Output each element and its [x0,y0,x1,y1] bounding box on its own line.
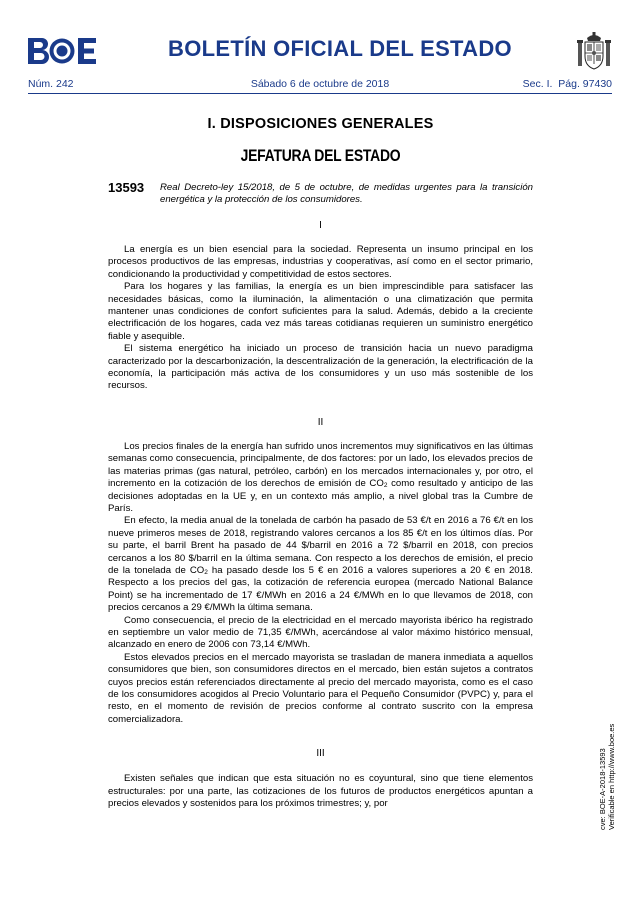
verification-link[interactable]: Verificable en http://www.boe.es [607,723,616,830]
boe-logo-icon [28,38,96,64]
paragraph: Como consecuencia, el precio de la electricidad en el mercado mayorista ibérico ha registrado en septiembre un valor medio de 71,35 €/MWh, acercándose al valor máximo histórico mensual, alcanzado en enero de 2006 con 73,14 €/MWh. [108,614,533,651]
issue-date: Sábado 6 de octubre de 2018 [250,78,390,90]
part-block [108,244,533,393]
section-title: I. DISPOSICIONES GENERALES [207,116,434,132]
part-block [108,441,533,726]
cve-margin-note [598,700,616,830]
disposition-reference [108,180,533,210]
section-label: Sec. I. [522,78,553,90]
paragraph-text: como resultado y anticipo de las decisiones adoptadas en la UE y, en un contexto más amplio, a nivel global tras la Cumbre de París. [108,478,534,514]
part-numeral: III [316,748,325,760]
paragraph: La energía es un bien esencial para la sociedad. Representa un insumo principal en los procesos productivos de las empresas, industrias y cooperativas, así como en el sector primario, condicionando la productividad y competitividad de estos sectores. [108,244,533,280]
page-number: Pág. 97430 [558,78,612,90]
issue-metadata [28,78,612,92]
paragraph-text: En efecto, la media anual de la tonelada de carbón ha pasado de 53 €/t en 2016 a 76 €/t en los nueve primeros meses de 2018, registrando valores cercanos a los 85 €/t en los últimos días. Por su parte, el barril Brent ha pasado de 44 $/barril en 2016 a 72 $/barril en 2018, con precios cercanos a los 80 $/barril en la última semana. Con respecto a los derechos de emisión, el precio de la tonelada de CO [108,515,533,576]
organization-title: JEFATURA DEL ESTADO [240,146,401,165]
coat-of-arms-icon [576,32,612,70]
header-divider [28,93,612,94]
section-page [523,78,612,90]
paragraph: El sistema energético ha iniciado un proceso de transición hacia un nuevo paradigma caracterizado por la descarbonización, la descentralización de la generación, la electrificación de la economía, la participación más activa de los consumidores y un uso más sostenible de los recursos. [108,343,533,392]
paragraph: Estos elevados precios en el mercado mayorista se trasladan de manera inmediata a aquellos consumidores que bien, son consumidores directos en el mercado, bien están sujetos a contratos cuyos precios están referenciados directamente al precio del mercado mayorista, como es el caso de los consumidores acogidos al Precio Voluntario para el Pequeño Consumidor (PVPC) y, para el resto, en el momento de revisión de precios conforme al contrato suscrito con la empresa comercializadora. [108,651,533,725]
paragraph-text: ha pasado desde los 5 € en 2016 a valores superiores a 20 € en 2018. Respecto a los precios del gas, la cotización de referencia europea (mercado National Balance Point) se ha incrementado de 17 €/MWh en 2016 a 24 €/MWh en lo que llevamos de 2018, con precios cercanos a 29 €/MWh la última semana. [108,564,533,614]
publication-title: BOLETÍN OFICIAL DEL ESTADO [168,36,512,61]
cve-vertical-text [598,700,618,830]
paragraph [108,515,533,614]
paragraph [108,441,533,515]
disposition-number: 13593 [108,180,145,195]
issue-number: Núm. 242 [28,78,74,90]
paragraph-text: Los precios finales de la energía han sufrido unos incrementos muy significativos en las últimas semanas como consecuencia, principalmente, de dos factores: por un lado, los elevados precios de las materias primas (gas natural, petróleo, carbón) en los mercados internacionales y, por otro, el incremento en la cotización de los derechos de emisión de CO [108,440,533,490]
part-numeral: II [317,416,324,428]
subscript: 2 [204,568,208,576]
page-header [0,0,640,98]
part-block [108,773,533,810]
part-numeral: I [319,220,322,231]
disposition-title: Real Decreto-ley 15/2018, de 5 de octubre, de medidas urgentes para la transición energética y la protección de los consumidores. [160,182,533,206]
cve-code: cve: BOE-A-2018-13593 [598,748,607,830]
paragraph: Para los hogares y las familias, la energía es un bien imprescindible para satisfacer las necesidades básicas, como la iluminación, la alimentación o una climatización que permita mantener unas condiciones de confort suficientes para la salud. Además, debido a la creciente electrificación de los hogares, cada vez más tareas cotidianas requieren un suministro energético fiable y asequible. [108,281,533,342]
paragraph: Existen señales que indican que esta situación no es coyuntural, sino que tiene elementos estructurales: por una parte, las cotizaciones de los futuros de productos energéticos apuntan a precios elevados y sostenidos para los próximos trimestres; y, por [108,773,533,810]
document-body [108,116,533,810]
subscript: 2 [383,482,388,490]
